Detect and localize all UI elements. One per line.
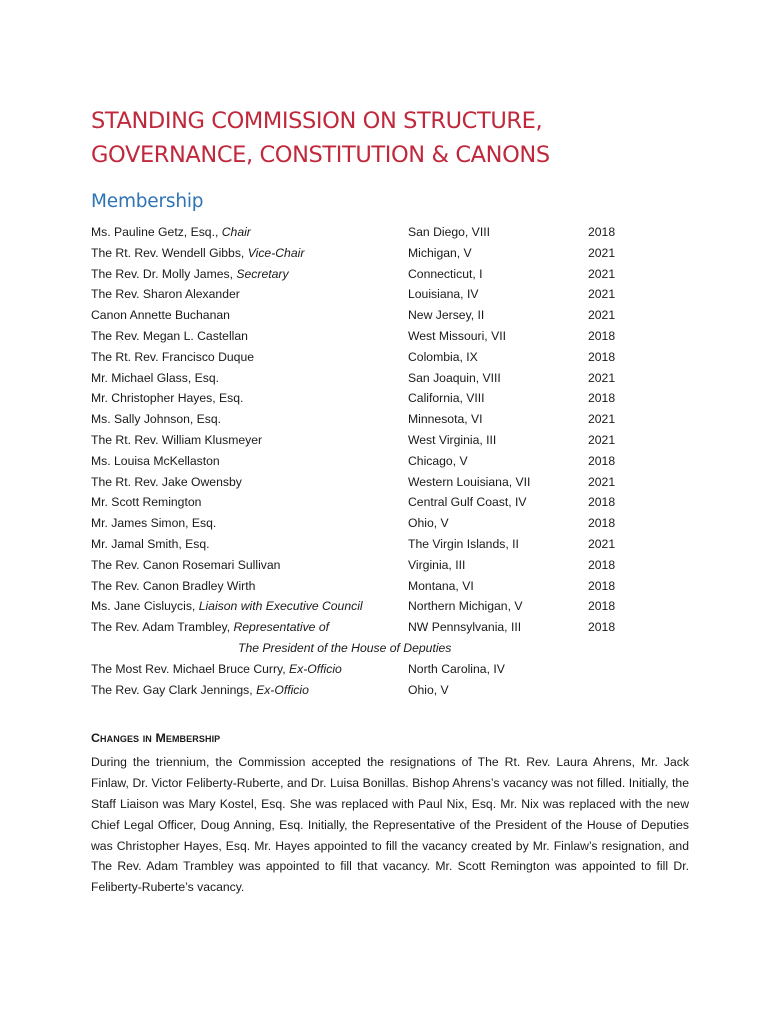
member-name: Ms. Sally Johnson, Esq. bbox=[91, 412, 222, 427]
member-name-cell bbox=[91, 243, 408, 264]
member-row bbox=[91, 368, 689, 389]
member-name-cell bbox=[91, 222, 408, 243]
member-name: Ms. Jane Cisluycis, bbox=[91, 599, 199, 614]
member-term-year: 2018 bbox=[588, 391, 616, 406]
member-term-year: 2018 bbox=[588, 495, 616, 510]
member-name-cell bbox=[91, 680, 408, 701]
member-diocese: New Jersey, II bbox=[408, 308, 485, 323]
member-name: The Rev. Sharon Alexander bbox=[91, 287, 240, 302]
member-row bbox=[91, 222, 689, 243]
member-row bbox=[91, 347, 689, 368]
member-role: Liaison with Executive Council bbox=[198, 599, 363, 614]
member-name: The Rev. Adam Trambley, bbox=[91, 620, 234, 635]
member-term-year: 2021 bbox=[588, 536, 616, 551]
member-name-cell bbox=[91, 576, 408, 597]
member-diocese: Chicago, V bbox=[408, 453, 468, 468]
member-term-year: 2018 bbox=[588, 557, 616, 572]
document-page bbox=[91, 104, 689, 898]
member-name-cell bbox=[91, 347, 408, 368]
member-row bbox=[91, 264, 689, 285]
member-name: Canon Annette Buchanan bbox=[91, 308, 230, 323]
member-row bbox=[91, 243, 689, 264]
member-diocese: NW Pennsylvania, III bbox=[408, 620, 522, 635]
member-role: Representative of bbox=[233, 620, 329, 635]
member-role: Ex-Officio bbox=[256, 682, 309, 697]
member-term-year: 2018 bbox=[588, 349, 616, 364]
member-row bbox=[91, 430, 689, 451]
member-diocese: California, VIII bbox=[408, 391, 485, 406]
member-row bbox=[91, 555, 689, 576]
member-name: Ms. Louisa McKellaston bbox=[91, 453, 220, 468]
member-diocese: San Joaquin, VIII bbox=[408, 370, 501, 385]
member-name: Mr. Jamal Smith, Esq. bbox=[91, 536, 210, 551]
member-term-year: 2021 bbox=[588, 432, 616, 447]
member-row bbox=[91, 451, 689, 472]
member-term-year: 2018 bbox=[588, 328, 616, 343]
member-name: The Most Rev. Michael Bruce Curry, bbox=[91, 661, 289, 676]
member-term-year: 2018 bbox=[588, 578, 616, 593]
member-diocese: Michigan, V bbox=[408, 245, 472, 260]
member-diocese: Central Gulf Coast, IV bbox=[408, 495, 527, 510]
member-row bbox=[91, 617, 689, 638]
member-role: Chair bbox=[221, 225, 251, 239]
member-name: The Rt. Rev. Francisco Duque bbox=[91, 349, 255, 364]
member-diocese: West Missouri, VII bbox=[408, 328, 506, 343]
member-name-cell bbox=[91, 534, 408, 555]
member-row bbox=[91, 472, 689, 493]
member-diocese: North Carolina, IV bbox=[408, 661, 505, 676]
member-name: The Rev. Gay Clark Jennings, bbox=[91, 682, 257, 697]
member-row bbox=[91, 534, 689, 555]
member-name-cell bbox=[91, 409, 408, 430]
member-diocese: Minnesota, VI bbox=[408, 412, 483, 427]
ex-officio-row bbox=[91, 680, 689, 701]
member-diocese: Ohio, V bbox=[408, 682, 449, 697]
member-diocese: Montana, VI bbox=[408, 578, 474, 593]
member-diocese: Ohio, V bbox=[408, 516, 449, 531]
member-role: Secretary bbox=[236, 266, 289, 281]
member-name-cell bbox=[91, 264, 408, 285]
member-name: Mr. Christopher Hayes, Esq. bbox=[91, 391, 244, 406]
member-name: The Rt. Rev. Wendell Gibbs, bbox=[91, 245, 248, 260]
changes-paragraph: During the triennium, the Commission accepted the resignations of The Rt. Rev. Laura Ahrens, Mr. Jack Finlaw, Dr. Victor Feliberty-Ruberte, and Dr. Luisa Bonillas. Bishop Ahrens’s vacancy was not filled. Initially, the Staff Liaison was Mary Kostel, Esq. She was replaced with Paul Nix, Esq. Mr. Nix was replaced with the new Chief Legal Officer, Doug Anning, Esq. Initially, the Representative of the President of the House of Deputies was Christopher Hayes, Esq. Mr. Hayes appointed to fill the vacancy created by Mr. Finlaw’s resignation, and The Rev. Adam Trambley was appointed to fill that vacancy. Mr. Scott Remington was appointed to fill Dr. Feliberty-Ruberte’s vacancy. bbox=[91, 755, 689, 895]
member-diocese: San Diego, VIII bbox=[408, 225, 490, 239]
member-row bbox=[91, 409, 689, 430]
member-name-cell bbox=[91, 430, 408, 451]
member-diocese: Western Louisiana, VII bbox=[408, 474, 531, 489]
member-role: Ex-Officio bbox=[289, 661, 342, 676]
member-diocese: Louisiana, IV bbox=[408, 287, 479, 302]
role-continuation: The President of the House of Deputies bbox=[238, 640, 452, 655]
member-term-year: 2021 bbox=[588, 287, 616, 302]
document-title-line-2: GOVERNANCE, CONSTITUTION & CANONS bbox=[91, 142, 550, 168]
member-name: The Rt. Rev. Jake Owensby bbox=[91, 474, 242, 489]
member-term-year: 2021 bbox=[588, 370, 616, 385]
member-role: Vice-Chair bbox=[247, 245, 305, 260]
member-name-cell bbox=[91, 513, 408, 534]
member-name-cell bbox=[91, 555, 408, 576]
member-row bbox=[91, 305, 689, 326]
member-name-cell bbox=[91, 284, 408, 305]
member-term-year: 2021 bbox=[588, 412, 616, 427]
member-row bbox=[91, 326, 689, 347]
membership-table bbox=[91, 222, 689, 700]
changes-heading: Changes in Membership bbox=[91, 731, 221, 746]
member-term-year: 2018 bbox=[588, 599, 616, 614]
member-term-year: 2021 bbox=[588, 245, 616, 260]
member-diocese: The Virgin Islands, II bbox=[408, 536, 519, 551]
member-term-year: 2021 bbox=[588, 474, 616, 489]
member-row bbox=[91, 492, 689, 513]
member-name-cell bbox=[91, 659, 408, 680]
member-diocese: Connecticut, I bbox=[408, 266, 483, 281]
member-term-year: 2021 bbox=[588, 266, 616, 281]
member-name: The Rev. Canon Rosemari Sullivan bbox=[91, 557, 281, 572]
member-term-year: 2018 bbox=[588, 453, 616, 468]
member-row bbox=[91, 388, 689, 409]
member-name-cell bbox=[91, 388, 408, 409]
member-name: Mr. Michael Glass, Esq. bbox=[91, 370, 220, 385]
member-name: The Rev. Megan L. Castellan bbox=[91, 328, 248, 343]
member-name-cell bbox=[91, 326, 408, 347]
member-name-cell bbox=[91, 492, 408, 513]
member-diocese: Colombia, IX bbox=[408, 349, 478, 364]
member-name: The Rev. Canon Bradley Wirth bbox=[91, 578, 256, 593]
member-diocese: Northern Michigan, V bbox=[408, 599, 523, 614]
document-title bbox=[91, 104, 689, 172]
member-diocese: West Virginia, III bbox=[408, 432, 497, 447]
member-name: The Rev. Dr. Molly James, bbox=[91, 266, 237, 281]
member-name-cell bbox=[91, 596, 408, 617]
document-title-line-1: STANDING COMMISSION ON STRUCTURE, bbox=[91, 108, 543, 134]
member-name-cell bbox=[91, 368, 408, 389]
member-name: Mr. Scott Remington bbox=[91, 495, 202, 510]
member-term-year: 2021 bbox=[588, 308, 616, 323]
member-diocese: Virginia, III bbox=[408, 557, 466, 572]
member-row bbox=[91, 513, 689, 534]
member-row bbox=[91, 576, 689, 597]
member-name-cell bbox=[91, 305, 408, 326]
member-term-year: 2018 bbox=[588, 620, 616, 635]
member-name-cell bbox=[91, 472, 408, 493]
member-name: Ms. Pauline Getz, Esq., bbox=[91, 225, 222, 239]
ex-officio-row bbox=[91, 659, 689, 680]
member-row bbox=[91, 284, 689, 305]
member-name-cell bbox=[91, 617, 408, 638]
membership-heading: Membership bbox=[91, 191, 204, 212]
member-row bbox=[91, 596, 689, 617]
member-name-cell bbox=[91, 451, 408, 472]
member-term-year bbox=[588, 680, 648, 701]
member-name: Mr. James Simon, Esq. bbox=[91, 516, 217, 531]
member-name: The Rt. Rev. William Klusmeyer bbox=[91, 432, 263, 447]
member-term-year: 2018 bbox=[588, 516, 616, 531]
member-term-year: 2018 bbox=[588, 225, 616, 239]
member-term-year bbox=[588, 659, 648, 680]
